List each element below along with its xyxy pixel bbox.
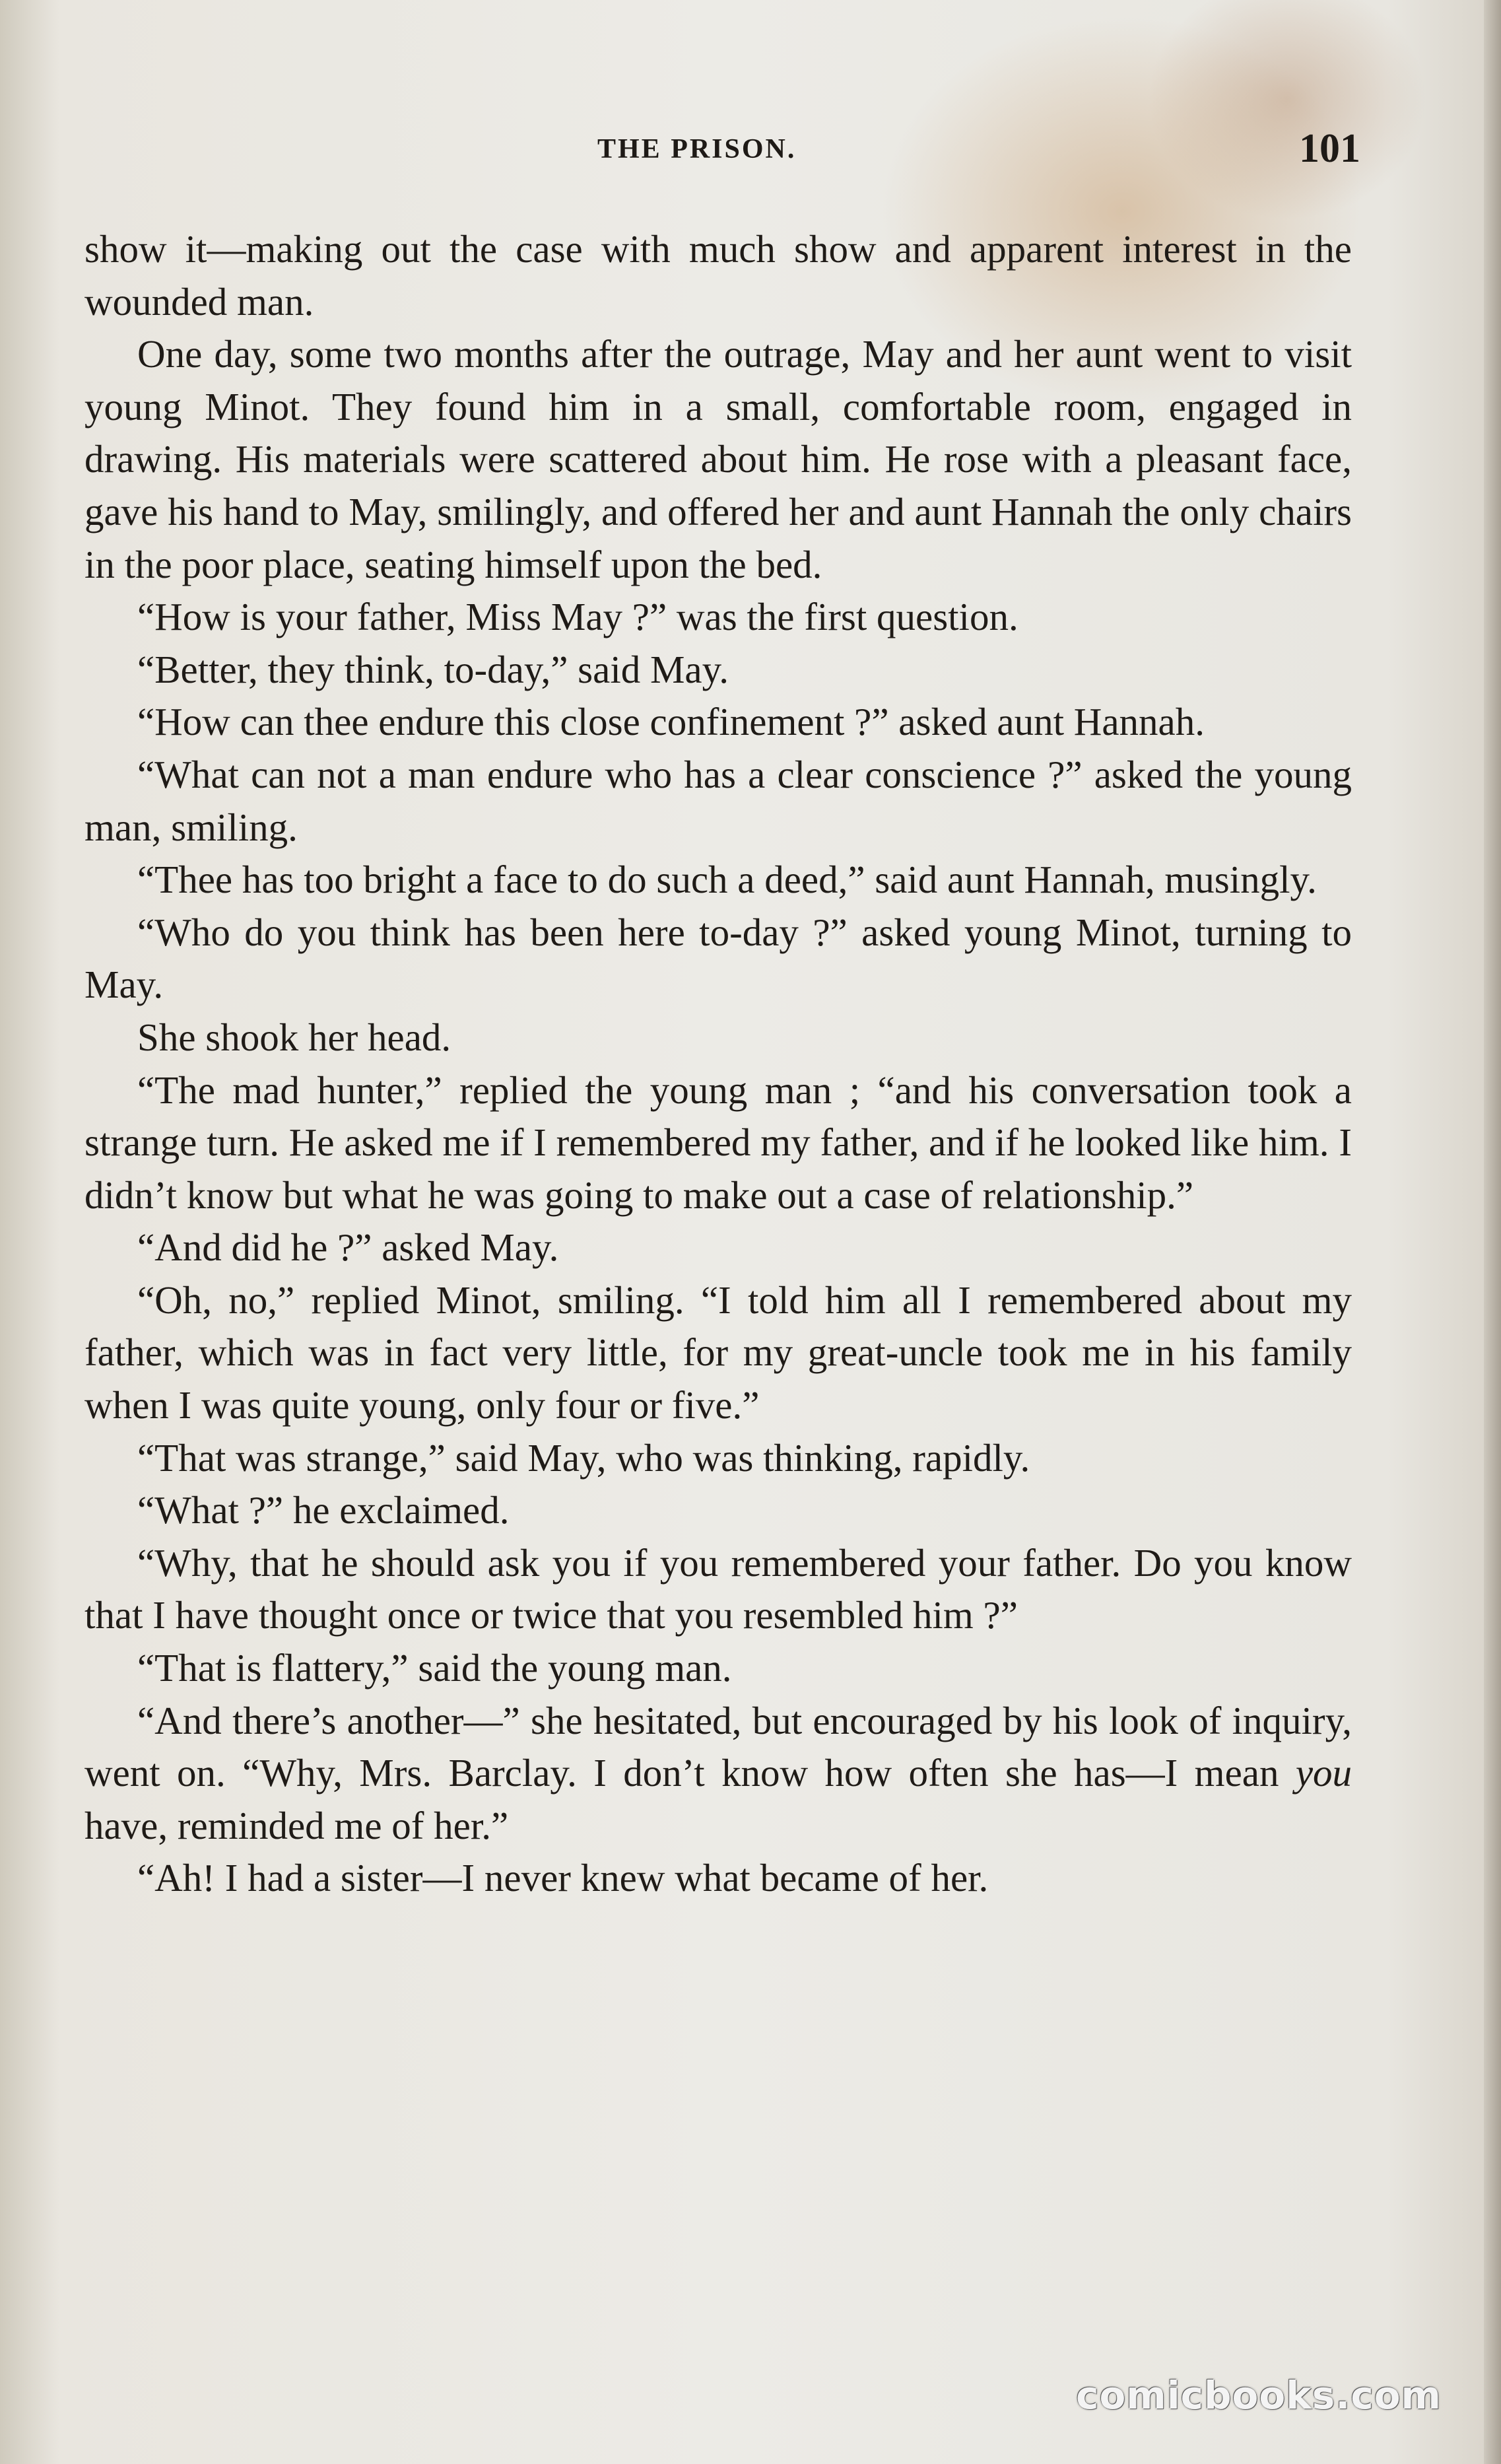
paragraph: One day, some two months after the outrage, May and her aunt went to visit young Minot. They found him in a small, comfortable room, engaged in drawing. His materials were scattered about him. He rose with a pleasant face, gave his hand to May, smilingly, and offered her and aunt Hannah the only chairs in the poor place, seating himself upon the bed. <box>84 332 1352 586</box>
paragraph: “The mad hunter,” replied the young man ; “and his conversation took a strange turn. He asked me if I remembered my father, and if he looked like him. I didn’t know but what he was going to make out a case of relationship.” <box>84 1068 1352 1217</box>
page-header <box>0 125 1501 172</box>
paragraph: “That was strange,” said May, who was thinking, rapidly. <box>137 1435 1030 1480</box>
paragraph: She shook her head. <box>137 1015 451 1059</box>
paragraph: “Thee has too bright a face to do such a deed,” said aunt Hannah, musingly. <box>137 858 1317 902</box>
paragraph-text: “And there’s another—” she hesitated, but encouraged by his look of inquiry, went on. “Why, Mrs. Barclay. I don’t know how often she has—I mean <box>84 1698 1352 1795</box>
paragraph <box>84 1695 1352 1853</box>
paragraph: “And did he ?” asked May. <box>137 1225 559 1270</box>
paragraph: show it—making out the case with much show and apparent interest in the wounded man. <box>84 227 1352 324</box>
running-head: THE PRISON. <box>597 134 797 164</box>
paragraph: “How can thee endure this close confinement ?” asked aunt Hannah. <box>137 700 1205 744</box>
page-edge-shadow <box>1484 0 1501 2464</box>
paragraph: “Ah! I had a sister—I never knew what became of her. <box>137 1856 989 1900</box>
paragraph: “Who do you think has been here to-day ?” asked young Minot, turning to May. <box>84 910 1352 1007</box>
page-number: 101 <box>1299 126 1360 171</box>
paragraph: “What can not a man endure who has a clear conscience ?” asked the young man, smiling. <box>84 752 1352 849</box>
paragraph: “Why, that he should ask you if you remembered your father. Do you know that I have thought once or twice that you resembled him ?” <box>84 1540 1352 1637</box>
watermark: comicbooks.com <box>1076 2373 1442 2418</box>
paragraph: “Better, they think, to-day,” said May. <box>137 647 729 691</box>
paragraph: “What ?” he exclaimed. <box>137 1488 510 1532</box>
paragraph: “That is flattery,” said the young man. <box>137 1646 732 1690</box>
emphasized-word: you <box>1295 1751 1352 1795</box>
body-text <box>84 223 1352 1905</box>
paragraph: “How is your father, Miss May ?” was the first question. <box>137 595 1018 639</box>
paragraph: “Oh, no,” replied Minot, smiling. “I told him all I remembered about my father, which was in fact very little, for my great-uncle took me in his family when I was quite young, only four or five.” <box>84 1278 1352 1427</box>
paragraph-text: have, reminded me of her.” <box>84 1803 509 1847</box>
